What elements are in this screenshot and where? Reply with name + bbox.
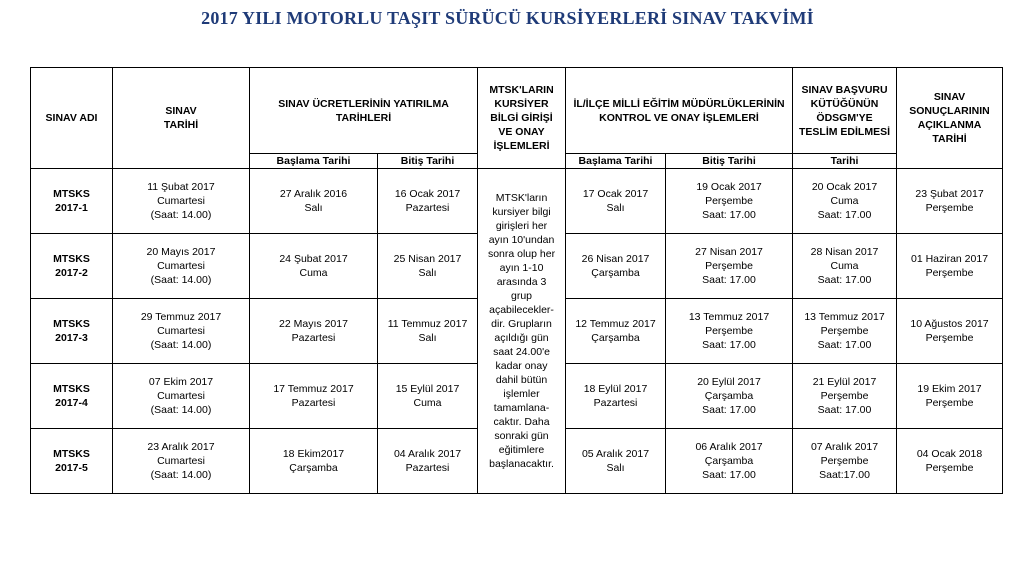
header-directorate: İL/İLÇE MİLLİ EĞİTİM MÜDÜRLÜKLERİNİN KONTROL VE ONAY İŞLEMLERİ <box>566 68 793 154</box>
header-app-date: Tarihi <box>793 154 897 169</box>
exam-date-cell: 07 Ekim 2017 Cumartesi (Saat: 14.00) <box>113 364 250 429</box>
exam-name-cell: MTSKS 2017-1 <box>31 169 113 234</box>
header-fee-dates: SINAV ÜCRETLERİNİN YATIRILMA TARİHLERİ <box>250 68 478 154</box>
fee-end-cell: 15 Eylül 2017 Cuma <box>378 364 478 429</box>
header-fee-start: Başlama Tarihi <box>250 154 378 169</box>
app-date-cell: 20 Ocak 2017 Cuma Saat: 17.00 <box>793 169 897 234</box>
dir-start-cell: 12 Temmuz 2017 Çarşamba <box>566 299 666 364</box>
header-exam-date: SINAV TARİHİ <box>113 68 250 169</box>
header-exam-name: SINAV ADI <box>31 68 113 169</box>
app-date-cell: 13 Temmuz 2017 Perşembe Saat: 17.00 <box>793 299 897 364</box>
header-mtsk-entry: MTSK'LARIN KURSİYER BİLGİ GİRİŞİ VE ONAY İŞLEMLERİ <box>478 68 566 169</box>
exam-date-cell: 11 Şubat 2017 Cumartesi (Saat: 14.00) <box>113 169 250 234</box>
dir-end-cell: 20 Eylül 2017 Çarşamba Saat: 17.00 <box>666 364 793 429</box>
exam-date-cell: 29 Temmuz 2017 Cumartesi (Saat: 14.00) <box>113 299 250 364</box>
results-cell: 04 Ocak 2018 Perşembe <box>897 429 1003 494</box>
exam-calendar-table <box>30 67 1003 494</box>
header-dir-end: Bitiş Tarihi <box>666 154 793 169</box>
page-title: 2017 YILI MOTORLU TAŞIT SÜRÜCÜ KURSİYERLERİ SINAV TAKVİMİ <box>201 8 814 28</box>
results-cell: 23 Şubat 2017 Perşembe <box>897 169 1003 234</box>
dir-end-cell: 19 Ocak 2017 Perşembe Saat: 17.00 <box>666 169 793 234</box>
header-fee-end: Bitiş Tarihi <box>378 154 478 169</box>
exam-name-cell: MTSKS 2017-5 <box>31 429 113 494</box>
fee-end-cell: 25 Nisan 2017 Salı <box>378 234 478 299</box>
dir-start-cell: 18 Eylül 2017 Pazartesi <box>566 364 666 429</box>
dir-end-cell: 06 Aralık 2017 Çarşamba Saat: 17.00 <box>666 429 793 494</box>
fee-start-cell: 17 Temmuz 2017 Pazartesi <box>250 364 378 429</box>
app-date-cell: 07 Aralık 2017 Perşembe Saat:17.00 <box>793 429 897 494</box>
dir-end-cell: 13 Temmuz 2017 Perşembe Saat: 17.00 <box>666 299 793 364</box>
app-date-cell: 21 Eylül 2017 Perşembe Saat: 17.00 <box>793 364 897 429</box>
fee-start-cell: 24 Şubat 2017 Cuma <box>250 234 378 299</box>
fee-start-cell: 22 Mayıs 2017 Pazartesi <box>250 299 378 364</box>
fee-end-cell: 04 Aralık 2017 Pazartesi <box>378 429 478 494</box>
fee-start-cell: 27 Aralık 2016 Salı <box>250 169 378 234</box>
table-row <box>31 169 1003 234</box>
header-results: SINAV SONUÇLARININ AÇIKLANMA TARİHİ <box>897 68 1003 169</box>
results-cell: 01 Haziran 2017 Perşembe <box>897 234 1003 299</box>
exam-name-cell: MTSKS 2017-3 <box>31 299 113 364</box>
exam-date-cell: 20 Mayıs 2017 Cumartesi (Saat: 14.00) <box>113 234 250 299</box>
exam-name-cell: MTSKS 2017-2 <box>31 234 113 299</box>
exam-name-cell: MTSKS 2017-4 <box>31 364 113 429</box>
fee-start-cell: 18 Ekim2017 Çarşamba <box>250 429 378 494</box>
fee-end-cell: 11 Temmuz 2017 Salı <box>378 299 478 364</box>
results-cell: 19 Ekim 2017 Perşembe <box>897 364 1003 429</box>
mtsk-note-cell: MTSK'ların kursiyer bilgi girişleri her ayın 10'undan sonra olup her ayın 1-10 arasında 3 grup açabilecekler- dir. Grupların açıldığı gün saat 24.00'e kadar onay dahil bütün işlemler tamamlana- caktır. Daha sonraki gün eğitimlere başlanacaktır. <box>478 169 566 494</box>
app-date-cell: 28 Nisan 2017 Cuma Saat: 17.00 <box>793 234 897 299</box>
exam-date-cell: 23 Aralık 2017 Cumartesi (Saat: 14.00) <box>113 429 250 494</box>
dir-start-cell: 17 Ocak 2017 Salı <box>566 169 666 234</box>
fee-end-cell: 16 Ocak 2017 Pazartesi <box>378 169 478 234</box>
header-application: SINAV BAŞVURU KÜTÜĞÜNÜN ÖDSGM'YE TESLİM EDİLMESİ <box>793 68 897 154</box>
results-cell: 10 Ağustos 2017 Perşembe <box>897 299 1003 364</box>
dir-start-cell: 05 Aralık 2017 Salı <box>566 429 666 494</box>
dir-end-cell: 27 Nisan 2017 Perşembe Saat: 17.00 <box>666 234 793 299</box>
header-dir-start: Başlama Tarihi <box>566 154 666 169</box>
dir-start-cell: 26 Nisan 2017 Çarşamba <box>566 234 666 299</box>
